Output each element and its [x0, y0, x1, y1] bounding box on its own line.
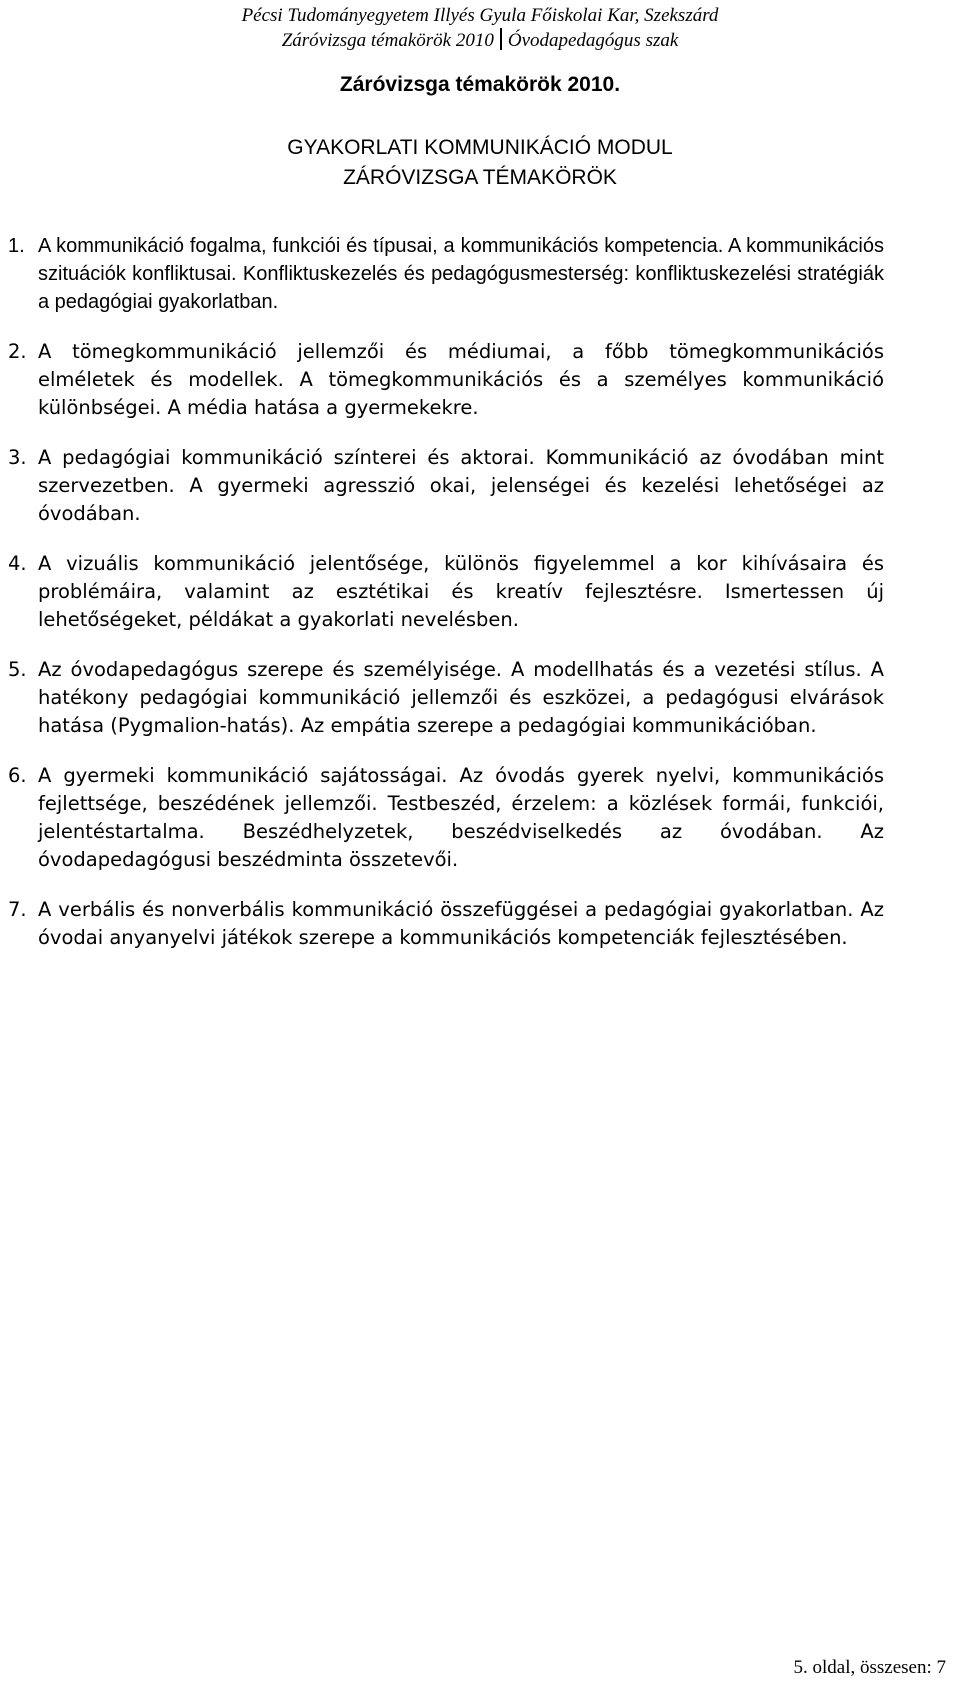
topic-item — [8, 444, 884, 528]
module-title — [0, 133, 960, 193]
header-institution: Pécsi Tudományegyetem Illyés Gyula Főiskolai Kar, Szekszárd — [241, 5, 719, 26]
topic-text: A gyermeki kommunikáció sajátosságai. Az óvodás gyerek nyelvi, kommunikációs fejlettsége, beszédének jellemzői. Testbeszéd, érzelem: a közlések formái, funkciói, jelentéstartalma. Beszédhelyzetek, beszédviselkedés az óvodában. Az óvodapedagógusi beszédminta összetevői. — [38, 764, 884, 871]
topic-number: 2. — [8, 340, 27, 363]
header-program: Óvodapedagógus szak — [507, 30, 679, 51]
topic-text: A kommunikáció fogalma, funkciói és típusai, a kommunikációs kompetencia. A kommunikációs szituációk konfliktusai. Konfliktuskezelés és pedagógusmesterség: konfliktuskezelési stratégiák a pedagógiai gyakorlatban. — [38, 235, 884, 313]
topic-item — [8, 896, 884, 952]
page-header — [0, 4, 960, 53]
topic-text: A vizuális kommunikáció jelentősége, különös figyelemmel a kor kihívásaira és problémáira, valamint az esztétikai és kreatív fejlesztésre. Ismertessen új lehetőségeket, példákat a gyakorlati nevelésben. — [38, 552, 884, 631]
topic-text: A tömegkommunikáció jellemzői és médiumai, a főbb tömegkommunikációs elméletek és modellek. A tömegkommunikációs és a személyes kommunikáció különbségei. A média hatása a gyermekekre. — [38, 340, 884, 419]
header-separator — [500, 28, 502, 50]
topic-list — [8, 232, 884, 974]
topic-number: 4. — [8, 552, 27, 575]
topic-item — [8, 338, 884, 422]
topic-number: 6. — [8, 764, 27, 787]
topic-text: A verbális és nonverbális kommunikáció összefüggései a pedagógiai gyakorlatban. Az óvodai anyanyelvi játékok szerepe a kommunikációs kompetenciák fejlesztésében. — [38, 898, 884, 949]
topic-item — [8, 232, 884, 316]
topic-number: 7. — [8, 898, 27, 921]
page-number-footer: 5. oldal, összesen: 7 — [793, 1657, 946, 1678]
topic-number: 1. — [8, 235, 25, 257]
topic-item — [8, 550, 884, 634]
module-title-line1: GYAKORLATI KOMMUNIKÁCIÓ MODUL — [287, 136, 673, 159]
header-exam-topics: Záróvizsga témakörök 2010 — [281, 30, 494, 51]
header-subline — [0, 28, 960, 53]
module-title-line2: ZÁRÓVIZSGA TÉMAKÖRÖK — [343, 166, 617, 189]
topic-item — [8, 762, 884, 874]
topic-item — [8, 656, 884, 740]
topic-text: A pedagógiai kommunikáció színterei és aktorai. Kommunikáció az óvodában mint szervezetben. A gyermeki agresszió okai, jelenségei és kezelési lehetőségei az óvodában. — [38, 446, 884, 525]
topic-number: 3. — [8, 446, 27, 469]
document-title: Záróvizsga témakörök 2010. — [339, 73, 621, 96]
topic-number: 5. — [8, 658, 27, 681]
topic-text: Az óvodapedagógus szerepe és személyisége. A modellhatás és a vezetési stílus. A hatékony pedagógiai kommunikáció jellemzői és eszközei, a pedagógusi elvárások hatása (Pygmalion-hatás). Az empátia szerepe a pedagógiai kommunikációban. — [38, 658, 884, 737]
